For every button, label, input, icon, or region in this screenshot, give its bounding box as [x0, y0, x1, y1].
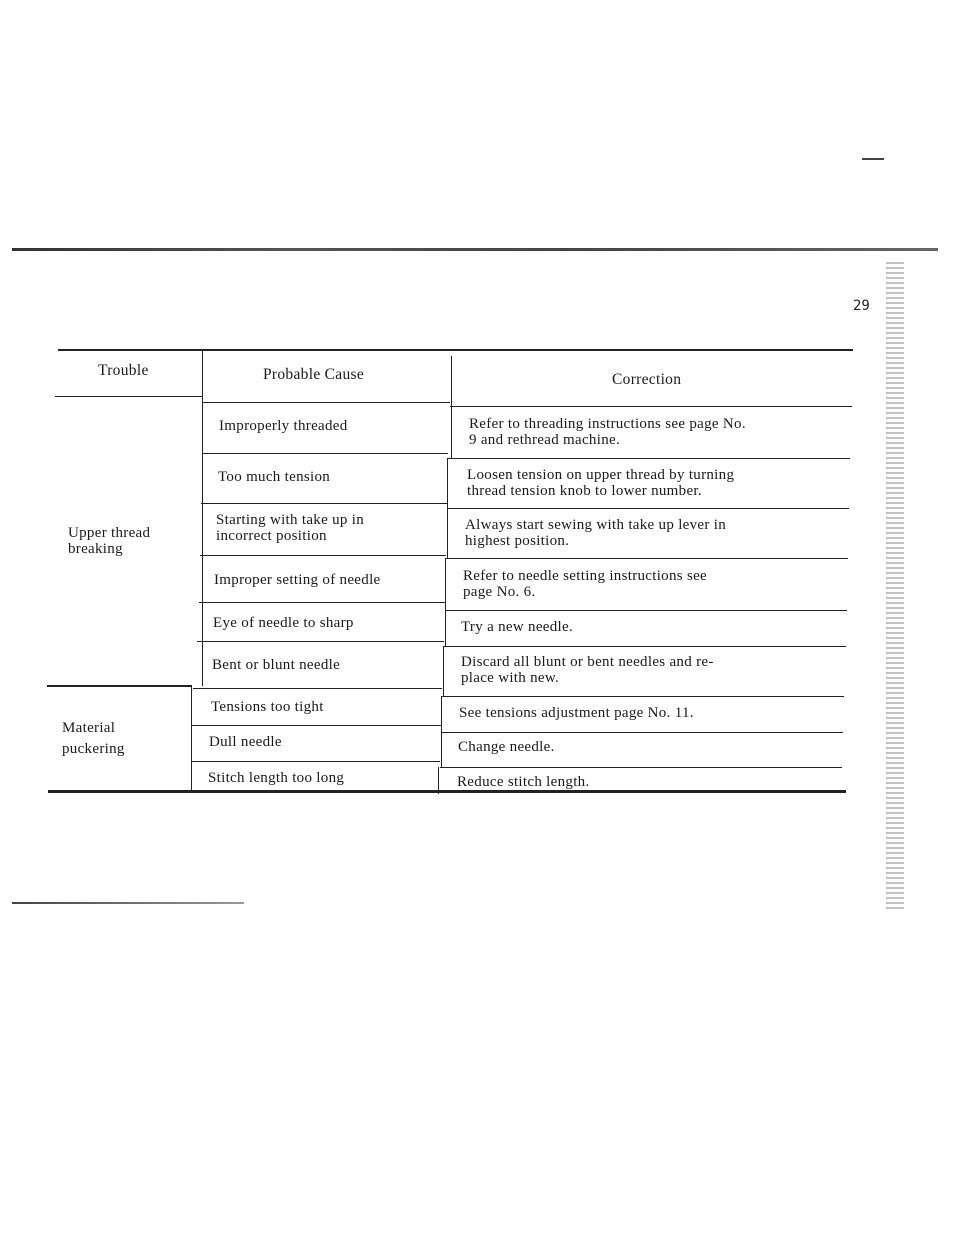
cause-cell [213, 615, 354, 631]
correction-cell [469, 416, 746, 448]
row-rule-cause [202, 453, 448, 454]
correction-line: highest position. [465, 533, 570, 549]
correction-line: See tensions adjustment page No. 11. [459, 705, 694, 721]
correction-line: Discard all blunt or bent needles and re- [461, 654, 714, 670]
header-correction: Correction [612, 371, 682, 388]
row-rule-cause [199, 602, 445, 603]
correction-cell [463, 568, 707, 600]
correction-line: place with new. [461, 670, 560, 686]
trouble-line: breaking [68, 541, 123, 557]
scan-dash-mark [862, 158, 884, 160]
row-rule-cause [193, 688, 442, 689]
column-rule-cause-correction [447, 458, 448, 558]
cause-line: Starting with take up in [216, 512, 365, 528]
correction-line: Loosen tension on upper thread by turning [467, 467, 735, 483]
correction-cell [458, 739, 555, 755]
column-rule-trouble-cause [202, 351, 203, 686]
row-rule-cause [197, 641, 444, 642]
scan-rule-bottom [12, 902, 244, 904]
correction-cell [461, 619, 573, 635]
row-rule-correction [448, 458, 850, 459]
trouble-upper-thread-breaking [68, 525, 150, 557]
correction-line: Try a new needle. [461, 619, 574, 635]
row-rule-correction [447, 508, 849, 509]
correction-line: Refer to threading instructions see page No. [469, 416, 746, 432]
header-rule-trouble [55, 396, 202, 397]
correction-line: Change needle. [458, 739, 555, 755]
correction-line: Refer to needle setting instructions see [463, 568, 708, 584]
column-rule-cause-correction [443, 646, 444, 696]
cause-cell [209, 734, 282, 750]
header-rule-cause [202, 402, 450, 403]
column-rule-cause-correction [451, 356, 452, 458]
cause-line: Eye of needle to sharp [213, 615, 354, 631]
row-rule-correction [445, 610, 847, 611]
cause-line: Stitch length too long [208, 770, 345, 786]
column-rule-trouble-cause [191, 686, 192, 790]
cause-line: Improperly threaded [219, 418, 348, 434]
row-rule-correction [441, 732, 843, 733]
table-bottom-rule [48, 790, 846, 793]
correction-cell [467, 467, 734, 499]
trouble-material-puckering [62, 720, 125, 757]
group-divider-rule [47, 685, 192, 687]
correction-cell [465, 517, 726, 549]
row-rule-correction [446, 558, 848, 559]
correction-cell [461, 654, 714, 686]
page-number: 29 [853, 298, 870, 314]
cause-cell [216, 512, 364, 544]
column-rule-cause-correction [438, 767, 439, 794]
column-rule-cause-correction [445, 558, 446, 646]
trouble-line: Upper thread [68, 525, 151, 541]
cause-line: Improper setting of needle [214, 572, 381, 588]
trouble-line: puckering [62, 741, 125, 757]
table-top-rule [58, 349, 853, 351]
row-rule-correction [442, 696, 844, 697]
correction-line: 9 and rethread machine. [469, 432, 620, 448]
column-rule-cause-correction [441, 696, 442, 767]
cause-cell [212, 657, 340, 673]
row-rule-correction [444, 646, 846, 647]
trouble-line: Material [62, 720, 116, 736]
correction-line: Always start sewing with take up lever in [465, 517, 726, 533]
cause-cell [218, 469, 330, 485]
cause-line: incorrect position [216, 528, 327, 544]
cause-cell [214, 572, 381, 588]
row-rule-cause [200, 555, 446, 556]
correction-line: Reduce stitch length. [457, 774, 590, 790]
header-rule-correction [450, 406, 852, 407]
cause-cell [208, 770, 344, 786]
row-rule-correction [440, 767, 842, 768]
correction-cell [459, 705, 694, 721]
row-rule-cause [192, 725, 441, 726]
row-rule-cause [191, 761, 440, 762]
cause-line: Tensions too tight [211, 699, 324, 715]
correction-cell [457, 774, 590, 790]
correction-line: thread tension knob to lower number. [467, 483, 702, 499]
correction-line: page No. 6. [463, 584, 536, 600]
cause-line: Bent or blunt needle [212, 657, 341, 673]
header-trouble: Trouble [98, 362, 149, 379]
cause-line: Dull needle [209, 734, 282, 750]
row-rule-cause [201, 503, 447, 504]
cause-line: Too much tension [218, 469, 331, 485]
scan-rule-top [12, 248, 938, 251]
cause-cell [211, 699, 324, 715]
page-binding-edge [886, 262, 904, 912]
header-probable-cause: Probable Cause [263, 366, 365, 383]
cause-cell [219, 418, 348, 434]
